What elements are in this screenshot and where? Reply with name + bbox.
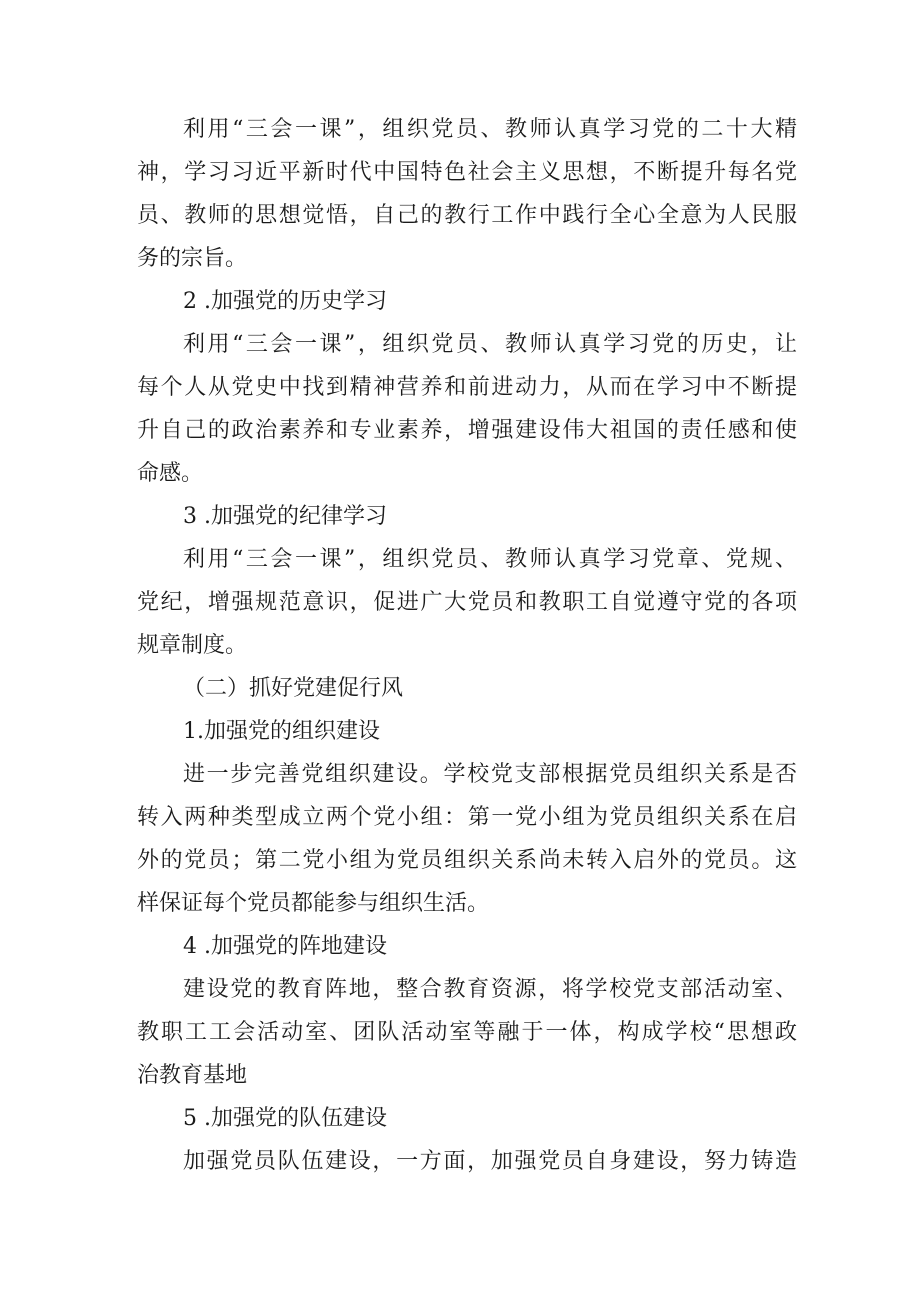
paragraph-line: 样保证每个党员都能参与组织生活。	[137, 891, 490, 916]
paragraph-line: 加强党员队伍建设，一方面，加强党员自身建设，努力铸造	[183, 1149, 797, 1174]
paragraph-line: 命感。	[137, 461, 204, 486]
section-heading: （二）抓好党建促行风	[183, 676, 404, 701]
paragraph-line: 神，学习习近平新时代中国特色社会主义思想，不断提升每名党	[137, 160, 797, 185]
paragraph-line: 利用“三会一课”，组织党员、教师认真学习党的历史，让	[183, 332, 797, 357]
paragraph-line: 利用“三会一课”，组织党员、教师认真学习党章、党规、	[183, 547, 797, 572]
section-heading: 1.加强党的组织建设	[183, 719, 380, 744]
paragraph-line: 规章制度。	[137, 633, 248, 658]
paragraph-line: 升自己的政治素养和专业素养，增强建设伟大祖国的责任感和使	[137, 418, 797, 443]
paragraph-line: 外的党员；第二党小组为党员组织关系尚未转入启外的党员。这	[137, 848, 797, 873]
paragraph-line: 进一步完善党组织建设。学校党支部根据党员组织关系是否	[183, 762, 797, 787]
section-heading: 4 .加强党的阵地建设	[183, 934, 387, 959]
paragraph-line: 员、教师的思想觉悟，自己的教行工作中践行全心全意为人民服	[137, 203, 797, 228]
paragraph-line: 治教育基地	[137, 1063, 248, 1088]
section-heading: 3 .加强党的纪律学习	[183, 504, 387, 529]
paragraph-line: 转入两种类型成立两个党小组：第一党小组为党员组织关系在启	[137, 805, 797, 830]
paragraph-line: 党纪，增强规范意识，促进广大党员和教职工自觉遵守党的各项	[137, 590, 797, 615]
section-heading: 2 .加强党的历史学习	[183, 289, 387, 314]
paragraph-line: 利用“三会一课”，组织党员、教师认真学习党的二十大精	[183, 117, 797, 142]
section-heading: 5 .加强党的队伍建设	[183, 1106, 387, 1131]
paragraph-line: 务的宗旨。	[137, 246, 248, 271]
paragraph-line: 建设党的教育阵地，整合教育资源，将学校党支部活动室、	[183, 977, 797, 1002]
paragraph-line: 每个人从党史中找到精神营养和前进动力，从而在学习中不断提	[137, 375, 797, 400]
paragraph-line: 教职工工会活动室、团队活动室等融于一体，构成学校“思想政	[137, 1020, 797, 1045]
